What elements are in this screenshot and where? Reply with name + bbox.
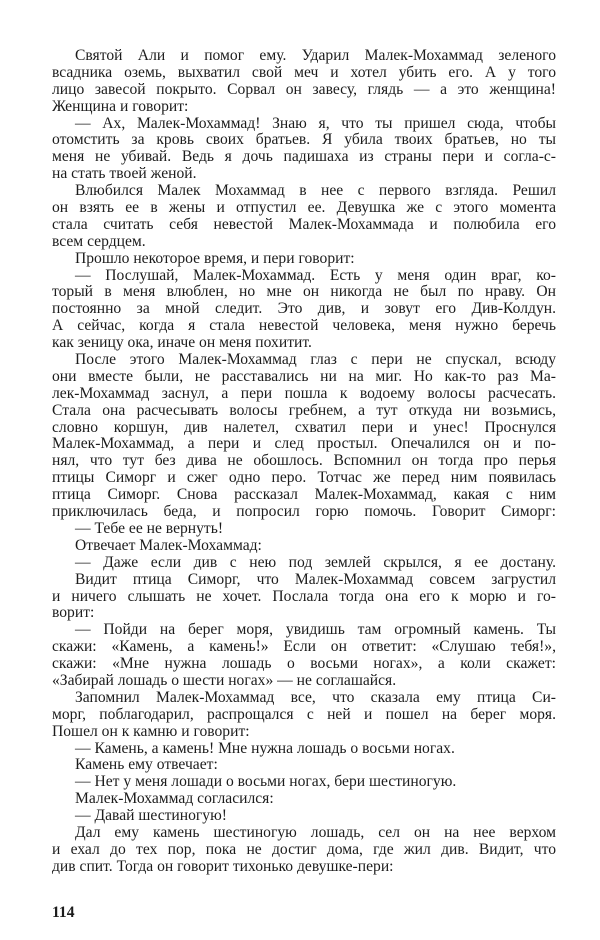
text-line: всем сердцем. xyxy=(52,232,146,250)
text-line: Пошел он к камню и говорит: xyxy=(52,722,250,740)
text-line: — Давай шестиногую! xyxy=(75,807,227,825)
page-number: 114 xyxy=(52,904,75,921)
text-line: — Ах, Малек-Мохаммад! Знаю я, что ты пришел сюда, чтобы xyxy=(75,114,556,132)
text-line: и ничего слышать не хочет. Послала тогда она его к морю и го- xyxy=(52,587,556,605)
text-line: После этого Малек-Мохаммад глаз с пери не спускал, всюду xyxy=(75,351,556,369)
text-line: — Пойди на берег моря, увидишь там огромный камень. Ты xyxy=(75,621,556,639)
text-line: «Забирай лошадь о шести ногах» — не соглашайся. xyxy=(52,671,397,689)
text-line: Отвечает Малек-Мохаммад: xyxy=(75,536,262,554)
text-line: на стать твоей женой. xyxy=(52,165,197,183)
text-line: див спит. Тогда он говорит тихонько девушке-пери: xyxy=(52,857,394,875)
text-line: Прошло некоторое время, и пери говорит: xyxy=(75,249,355,267)
text-line: торый в меня влюблен, но мне он никогда не был по нраву. Он xyxy=(52,283,556,301)
text-line: нял, что тут без дива не обошлось. Вспомнил он тогда про перья xyxy=(52,452,556,470)
text-line: птица Симорг. Снова рассказал Малек-Мохаммад, какая с ним xyxy=(52,486,556,504)
text-line: лек-Мохаммад заснул, а пери пошла к водоему волосы расчесать. xyxy=(52,384,556,402)
text-line: ворит: xyxy=(52,604,95,622)
text-line: Женщина и говорит: xyxy=(52,97,189,115)
text-line: Запомнил Малек-Мохаммад все, что сказала ему птица Си- xyxy=(75,688,556,706)
text-line: — Камень, а камень! Мне нужна лошадь о восьми ногах. xyxy=(75,739,455,757)
text-line: словно коршун, див налетел, схватил пери и унес! Проснулся xyxy=(52,418,556,436)
text-line: лицо завесой покрыто. Сорвал он завесу, глядь — а это женщина! xyxy=(52,80,556,98)
text-line: всадника оземь, выхватил свой меч и хотел убить его. А у того xyxy=(52,63,556,81)
page-body-text xyxy=(52,48,556,876)
text-line: и ехал до тех пор, пока не достиг дома, где жил див. Видит, что xyxy=(52,840,556,858)
text-line: Малек-Мохаммад, а пери и след простыл. Опечалился он и по- xyxy=(52,435,556,453)
text-line: стала считать себя невестой Малек-Мохаммада и полюбила его xyxy=(52,215,556,233)
text-line: Видит птица Симорг, что Малек-Мохаммад совсем загрустил xyxy=(75,570,556,588)
text-line: они вместе были, не расставались ни на миг. Но как-то раз Ма- xyxy=(52,367,556,385)
text-line: скажи: «Мне нужна лошадь о восьми ногах», а коли скажет: xyxy=(52,655,556,673)
text-line: Камень ему отвечает: xyxy=(75,756,218,774)
text-line: — Нет у меня лошади о восьми ногах, бери шестиногую. xyxy=(75,773,457,791)
text-line: — Тебе ее не вернуть! xyxy=(75,519,224,537)
text-line: скажи: «Камень, а камень!» Если он ответит: «Слушаю тебя!», xyxy=(52,638,556,656)
text-line: Святой Али и помог ему. Ударил Малек-Мохаммад зеленого xyxy=(75,47,556,64)
text-line: Стала она расчесывать волосы гребнем, а тут откуда ни возьмись, xyxy=(52,401,556,419)
text-line: А сейчас, когда я стала невестой человека, меня нужно беречь xyxy=(52,317,556,335)
text-line: птицы Симорг и сжег одно перо. Тотчас же перед ним появилась xyxy=(52,469,556,487)
text-line: приключилась беда, и попросил горю помочь. Говорит Симорг: xyxy=(52,503,556,521)
text-line: Дал ему камень шестиногую лошадь, сел он на нее верхом xyxy=(75,823,556,841)
text-line: морг, поблагодарил, распрощался с ней и пошел на берег моря. xyxy=(52,705,556,723)
text-line: постоянно за мной следит. Это див, и зовут его Див-Колдун. xyxy=(52,300,556,318)
text-line: как зеницу ока, иначе он меня похитит. xyxy=(52,334,312,352)
text-line: меня не убивай. Ведь я дочь падишаха из страны пери и согла-с- xyxy=(52,148,556,166)
text-line: — Даже если див с нею под землей скрылся, я ее достану. xyxy=(75,553,556,571)
text-line: Влюбился Малек Мохаммад в нее с первого взгляда. Решил xyxy=(75,182,556,200)
text-line: — Послушай, Малек-Мохаммад. Есть у меня один враг, ко- xyxy=(75,266,556,284)
text-line: он взять ее в жены и отпустил ее. Девушка же с этого момента xyxy=(52,199,556,217)
text-line: отомстить за кровь своих братьев. Я убила твоих братьев, но ты xyxy=(52,131,556,149)
text-line: Малек-Мохаммад согласился: xyxy=(75,790,274,808)
